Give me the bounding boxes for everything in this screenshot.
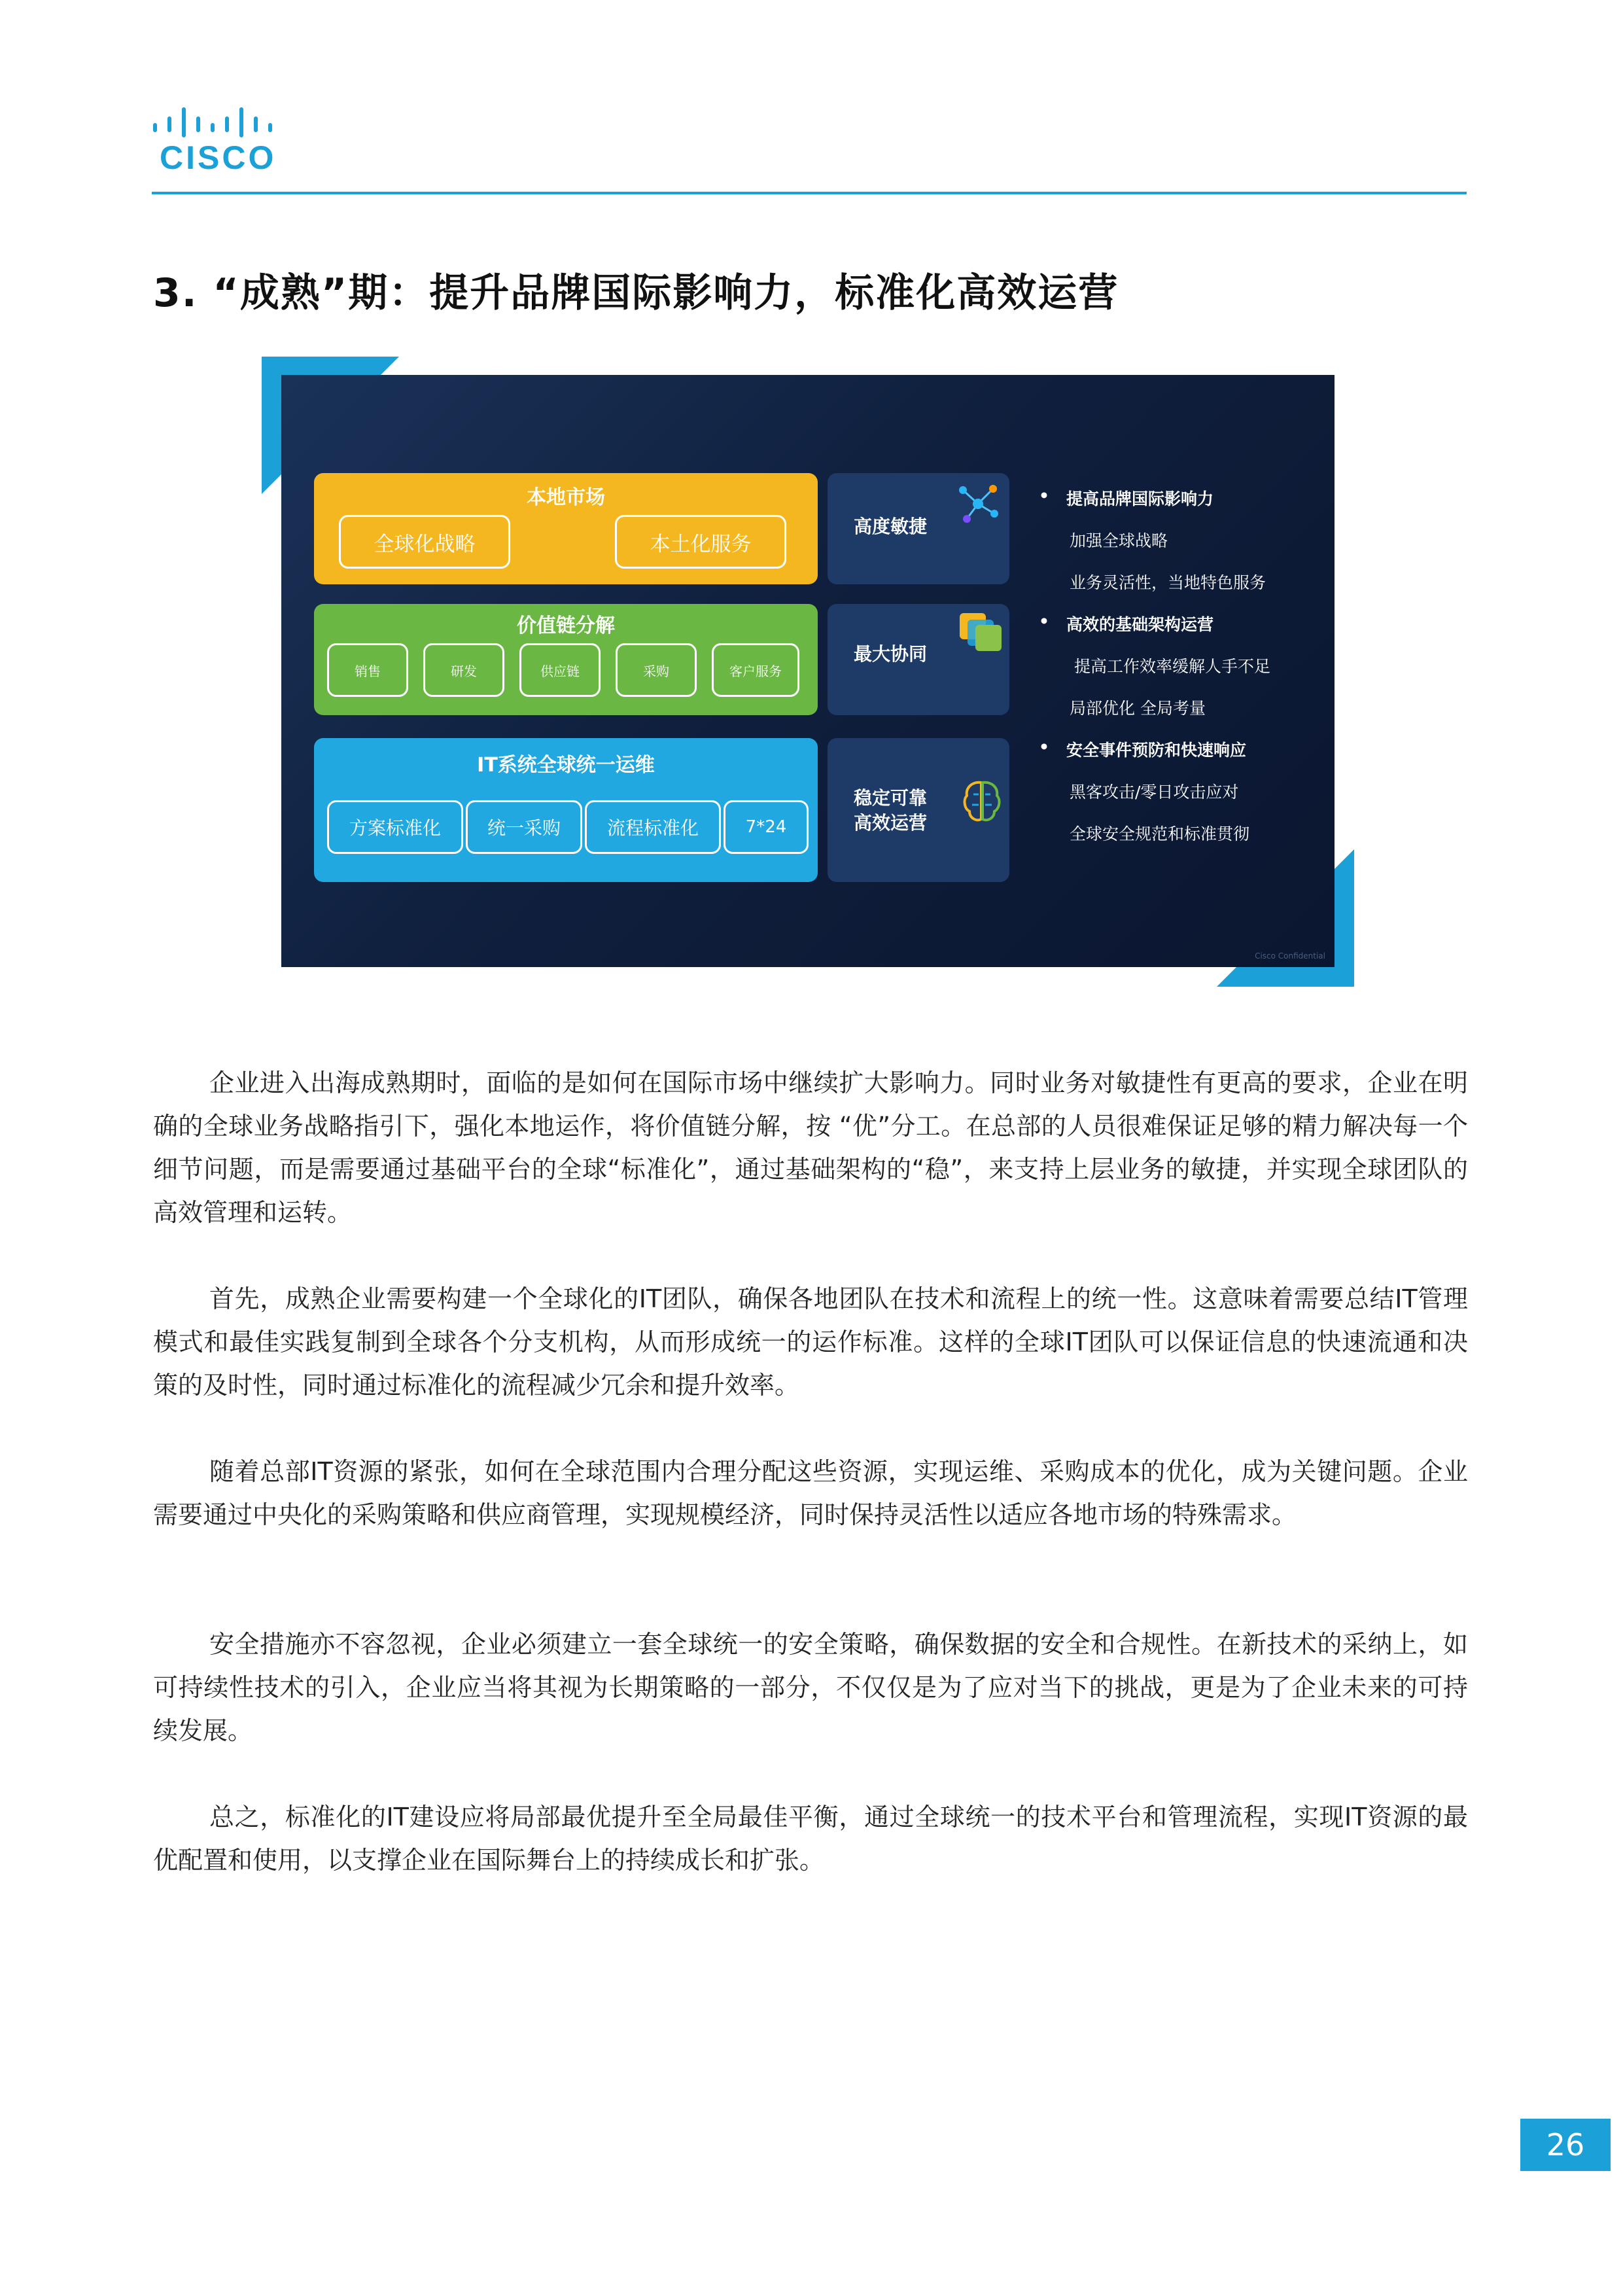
body-paragraph: 总之，标准化的IT建设应将局部最优提升至全局最佳平衡，通过全球统一的技术平台和管理流程，实现IT资源的最优配置和使用，以支撑企业在国际舞台上的持续成长和扩张。 [153, 1803, 1468, 1875]
page-number: 26 [1520, 2119, 1611, 2171]
body-paragraph: 安全措施亦不容忽视，企业必须建立一套全球统一的安全策略，确保数据的安全和合规性。在新技术的采纳上，如可持续性技术的引入，企业应当将其视为长期策略的一部分，不仅仅是为了应对当下的挑战，更是为了企业未来的可持续发展。 [153, 1630, 1468, 1745]
header-rule [152, 192, 1467, 194]
benefit-detail: 业务灵活性，当地特色服务 [1070, 573, 1266, 592]
local-market-item: 本土化服务 [615, 515, 786, 569]
stable-ops-box [828, 738, 1009, 882]
benefit-detail: 提高工作效率缓解人手不足 [1074, 657, 1271, 676]
body-paragraph: 企业进入出海成熟期时，面临的是如何在国际市场中继续扩大影响力。同时业务对敏捷性有更高的要求，企业在明确的全球业务战略指引下，强化本地运作，将价值链分解，按 “优”分工。在总部的人员很难保证足够的精力解决每一个细节问题，而是需要通过基础平台的全球“标准化”，通过基础架构的“稳”，来支持上层业务的敏捷，并实现全球团队的高效管理和运转。 [153, 1069, 1468, 1227]
agile-label: 高度敏捷 [854, 516, 928, 537]
value-chain-item: 研发 [423, 643, 504, 697]
value-chain-item: 销售 [327, 643, 408, 697]
value-chain-item: 客户服务 [712, 643, 799, 697]
benefit-heading: • 提高品牌国际影响力 [1040, 486, 1213, 510]
cisco-wordmark: CISCO [160, 139, 277, 176]
local-market-item: 全球化战略 [339, 515, 510, 569]
local-market-title: 本地市场 [527, 486, 605, 509]
it-ops-item: 流程标准化 [585, 800, 721, 854]
benefit-detail: 黑客攻击/零日攻击应对 [1070, 783, 1239, 802]
benefit-detail: 局部优化 全局考量 [1070, 699, 1206, 718]
benefit-detail: 全球安全规范和标准贯彻 [1070, 824, 1250, 843]
local-market-block [314, 473, 818, 584]
benefit-heading: • 安全事件预防和快速响应 [1040, 737, 1246, 761]
cisco-logo [150, 98, 281, 183]
cisco-bars-icon [153, 106, 277, 139]
body-paragraph: 随着总部IT资源的紧张，如何在全球范围内合理分配这些资源，实现运维、采购成本的优化，成为关键问题。企业需要通过中央化的采购策略和供应商管理，实现规模经济，同时保持灵活性以适应各地市场的特殊需求。 [153, 1457, 1468, 1529]
collaboration-box [828, 604, 1009, 715]
brain-icon [962, 779, 1002, 824]
section-title: 3. “成熟”期：提升品牌国际影响力，标准化高效运营 [153, 270, 1119, 316]
strategy-diagram [281, 375, 1335, 967]
it-ops-title: IT系统全球统一运维 [477, 754, 655, 777]
network-nodes-icon [955, 481, 1001, 527]
value-chain-block [314, 604, 818, 715]
confidential-label: Cisco Confidential [1255, 951, 1325, 961]
benefit-heading: • 高效的基础架构运营 [1040, 612, 1213, 635]
benefit-detail: 加强全球战略 [1070, 531, 1168, 550]
value-chain-item: 供应链 [519, 643, 601, 697]
it-ops-item: 方案标准化 [327, 800, 463, 854]
collaboration-label: 最大协同 [854, 643, 928, 665]
body-paragraph: 首先，成熟企业需要构建一个全球化的IT团队，确保各地团队在技术和流程上的统一性。这意味着需要总结IT管理模式和最佳实践复制到全球各个分支机构，从而形成统一的运作标准。这样的全球IT团队可以保证信息的快速流通和决策的及时性，同时通过标准化的流程减少冗余和提升效率。 [153, 1284, 1468, 1400]
stable-ops-label-line2: 高效运营 [854, 812, 928, 834]
agile-box [828, 473, 1009, 584]
stacked-cards-icon [958, 612, 1004, 652]
it-ops-block [314, 738, 818, 882]
it-ops-item: 7*24 [724, 800, 809, 854]
value-chain-title: 价值链分解 [517, 614, 615, 637]
stable-ops-label-line1: 稳定可靠 [854, 787, 928, 809]
value-chain-item: 采购 [616, 643, 697, 697]
it-ops-item: 统一采购 [466, 800, 582, 854]
